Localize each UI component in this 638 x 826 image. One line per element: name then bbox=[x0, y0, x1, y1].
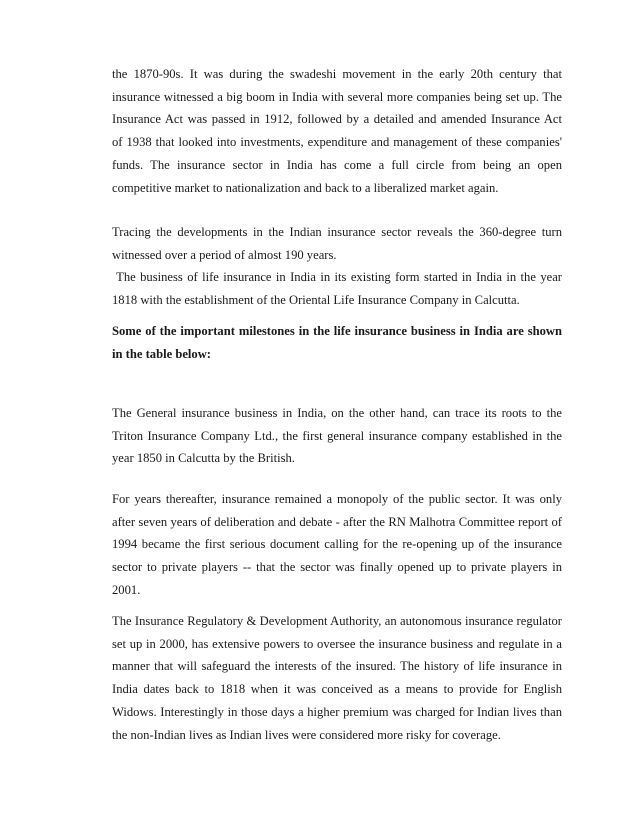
text-line: competitive market to nationalization and back to a liberalized market again. bbox=[112, 180, 499, 195]
text-line: 2001. bbox=[112, 582, 141, 597]
paragraph-milestones-heading bbox=[112, 320, 562, 366]
text-line: 1994 became the first serious document calling for the re-opening up of the insurance bbox=[112, 537, 562, 552]
text-line: For years thereafter, insurance remained a monopoly of the public sector. It was only bbox=[112, 492, 562, 506]
text-line: Triton Insurance Company Ltd., the first general insurance company established in the bbox=[112, 428, 562, 443]
text-line: The General insurance business in India, on the other hand, can trace its roots to the bbox=[112, 406, 562, 420]
text-line: year 1850 in Calcutta by the British. bbox=[112, 451, 295, 466]
text-line: 1818 with the establishment of the Oriental Life Insurance Company in Calcutta. bbox=[112, 293, 520, 308]
text-line: The business of life insurance in India in its existing form started in India in the year bbox=[112, 270, 562, 285]
text-line: after seven years of deliberation and debate - after the RN Malhotra Committee report of bbox=[112, 514, 562, 529]
text-line: the 1870-90s. It was during the swadeshi movement in the early 20th century that bbox=[112, 67, 562, 81]
text-line: sector to private players -- that the sector was finally opened up to private players in bbox=[112, 560, 562, 575]
text-line: Tracing the developments in the Indian insurance sector reveals the 360-degree turn bbox=[112, 225, 562, 239]
text-line: of 1938 that looked into investments, expenditure and management of these companies' bbox=[112, 135, 562, 150]
text-line: manner that will safeguard the interests of the insured. The history of life insurance in bbox=[112, 659, 562, 674]
text-line: insurance witnessed a big boom in India with several more companies being set up. The bbox=[112, 89, 562, 104]
text-line: in the table below: bbox=[112, 347, 211, 361]
text-line: Widows. Interestingly in those days a higher premium was charged for Indian lives than bbox=[112, 704, 562, 719]
text-line: The Insurance Regulatory & Development Authority, an autonomous insurance regulator bbox=[112, 614, 562, 628]
text-line: the non-Indian lives as Indian lives were considered more risky for coverage. bbox=[112, 727, 501, 742]
paragraph-irda bbox=[112, 610, 562, 746]
text-line: Insurance Act was passed in 1912, followed by a detailed and amended Insurance Act bbox=[112, 112, 562, 127]
paragraph-swadeshi-history bbox=[112, 63, 562, 199]
paragraph-general-insurance bbox=[112, 402, 562, 470]
text-line: witnessed over a period of almost 190 years. bbox=[112, 247, 337, 262]
paragraph-developments bbox=[112, 221, 562, 312]
text-line: funds. The insurance sector in India has come a full circle from being an open bbox=[112, 157, 562, 172]
text-line: India dates back to 1818 when it was conceived as a means to provide for English bbox=[112, 682, 562, 697]
paragraph-monopoly bbox=[112, 488, 562, 602]
text-line: Some of the important milestones in the life insurance business in India are shown bbox=[112, 324, 562, 338]
text-line: set up in 2000, has extensive powers to oversee the insurance business and regulate in a bbox=[112, 636, 562, 651]
